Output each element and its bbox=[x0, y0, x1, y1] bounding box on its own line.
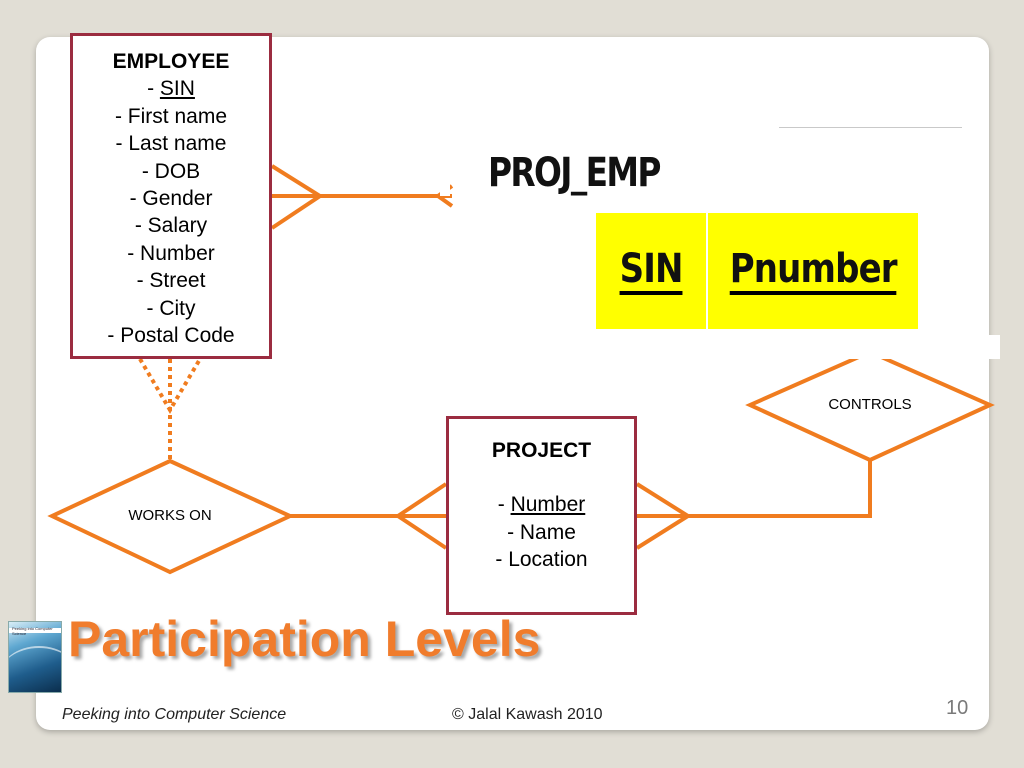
project-attribute: - Location bbox=[495, 548, 588, 572]
employee-attribute: - Gender bbox=[129, 187, 213, 211]
employee-entity bbox=[70, 33, 272, 359]
employee-attribute: - Postal Code bbox=[107, 324, 235, 348]
header-rule bbox=[779, 127, 962, 128]
project-entity-title: PROJECT bbox=[491, 439, 592, 462]
footer-copyright: © Jalal Kawash 2010 bbox=[452, 706, 603, 723]
proj-emp-title: PROJ_EMP bbox=[488, 150, 660, 196]
book-cover-thumbnail bbox=[8, 621, 62, 693]
project-controls-connector bbox=[637, 460, 870, 548]
slide-title: Participation Levels bbox=[68, 611, 541, 667]
emp-workson-dotted-connector bbox=[140, 359, 200, 460]
employee-key-attribute: - SIN bbox=[147, 77, 195, 101]
employee-attribute: - DOB bbox=[141, 159, 201, 183]
proj-emp-table bbox=[596, 213, 918, 329]
footer-course-name: Peeking into Computer Science bbox=[62, 706, 287, 723]
emp-projemp-connector bbox=[272, 166, 452, 228]
employee-attribute: - City bbox=[146, 296, 196, 320]
controls-label: CONTROLS bbox=[828, 396, 912, 413]
employee-attribute: - Street bbox=[136, 269, 206, 293]
project-key-attribute: - Number bbox=[497, 493, 586, 517]
book-cover-text: Peeking into Computer Science bbox=[12, 626, 53, 636]
employee-attribute: - Last name bbox=[115, 132, 227, 156]
project-entity bbox=[446, 416, 637, 615]
project-attribute: - Name bbox=[507, 520, 576, 544]
workson-project-connector bbox=[290, 484, 446, 548]
employee-attribute: - First name bbox=[114, 104, 227, 128]
proj-emp-column-pnumber: Pnumber bbox=[708, 213, 918, 329]
employee-entity-title: EMPLOYEE bbox=[112, 50, 230, 73]
page-number: 10 bbox=[946, 697, 969, 719]
employee-attribute: - Salary bbox=[134, 214, 208, 238]
works-on-label: WORKS ON bbox=[128, 507, 212, 524]
proj-emp-column-sin: SIN bbox=[596, 213, 706, 329]
employee-attribute: - Number bbox=[127, 241, 215, 265]
